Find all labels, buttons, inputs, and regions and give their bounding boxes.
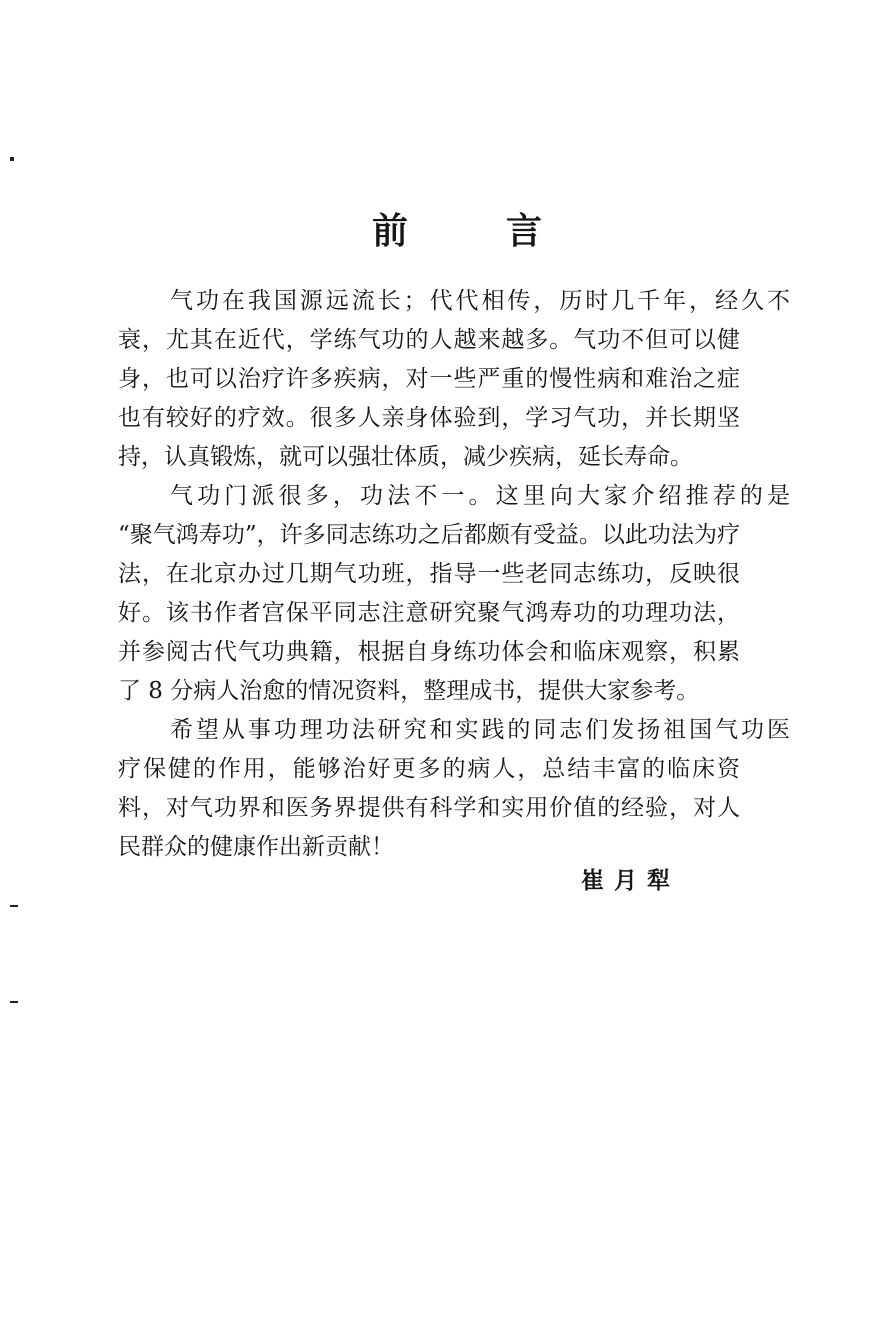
- paragraph-line: 气功门派很多，功法不一。这里向大家介绍推荐的是: [170, 483, 790, 509]
- paragraph-line: 法，在北京办过几期气功班，指导一些老同志练功，反映很: [118, 561, 740, 587]
- title-character: 言: [505, 210, 542, 252]
- author-signature: 崔月犁: [581, 867, 680, 894]
- paragraph-line: 衰，尤其在近代，学练气功的人越来越多。气功不但可以健: [118, 327, 740, 353]
- scan-mark: [10, 1001, 18, 1003]
- paragraph-line: 希望从事功理功法研究和实践的同志们发扬祖国气功医: [170, 717, 790, 743]
- paragraph-line: 持，认真锻炼，就可以强壮体质，减少疾病，延长寿命。: [118, 444, 693, 470]
- paragraph-line: 民群众的健康作出新贡献！: [118, 834, 394, 860]
- scan-mark: [10, 905, 18, 907]
- paragraph-line: 料，对气功界和医务界提供有科学和实用价值的经验，对人: [118, 795, 740, 821]
- preface-body: [118, 282, 790, 867]
- page-title: [372, 208, 542, 254]
- scan-mark: [10, 157, 14, 161]
- paragraph-line: 并参阅古代气功典籍，根据自身练功体会和临床观察，积累: [118, 639, 740, 665]
- paragraph-line: 身，也可以治疗许多疾病，对一些严重的慢性病和难治之症: [118, 366, 740, 392]
- paragraph-line: “聚气鸿寿功”，许多同志练功之后都颇有受益。以此功法为疗: [118, 522, 740, 548]
- paragraph-line: 好。该书作者宫保平同志注意研究聚气鸿寿功的功理功法，: [118, 600, 740, 626]
- paragraph-line: 疗保健的作用，能够治好更多的病人，总结丰富的临床资: [118, 756, 740, 782]
- title-character: 前: [372, 210, 409, 252]
- paragraph-line: 了 8 分病人治愈的情况资料，整理成书，提供大家参考。: [118, 678, 700, 704]
- paragraph-line: 气功在我国源远流长；代代相传，历时几千年，经久不: [170, 288, 790, 314]
- paragraph-line: 也有较好的疗效。很多人亲身体验到，学习气功，并长期坚: [118, 405, 740, 431]
